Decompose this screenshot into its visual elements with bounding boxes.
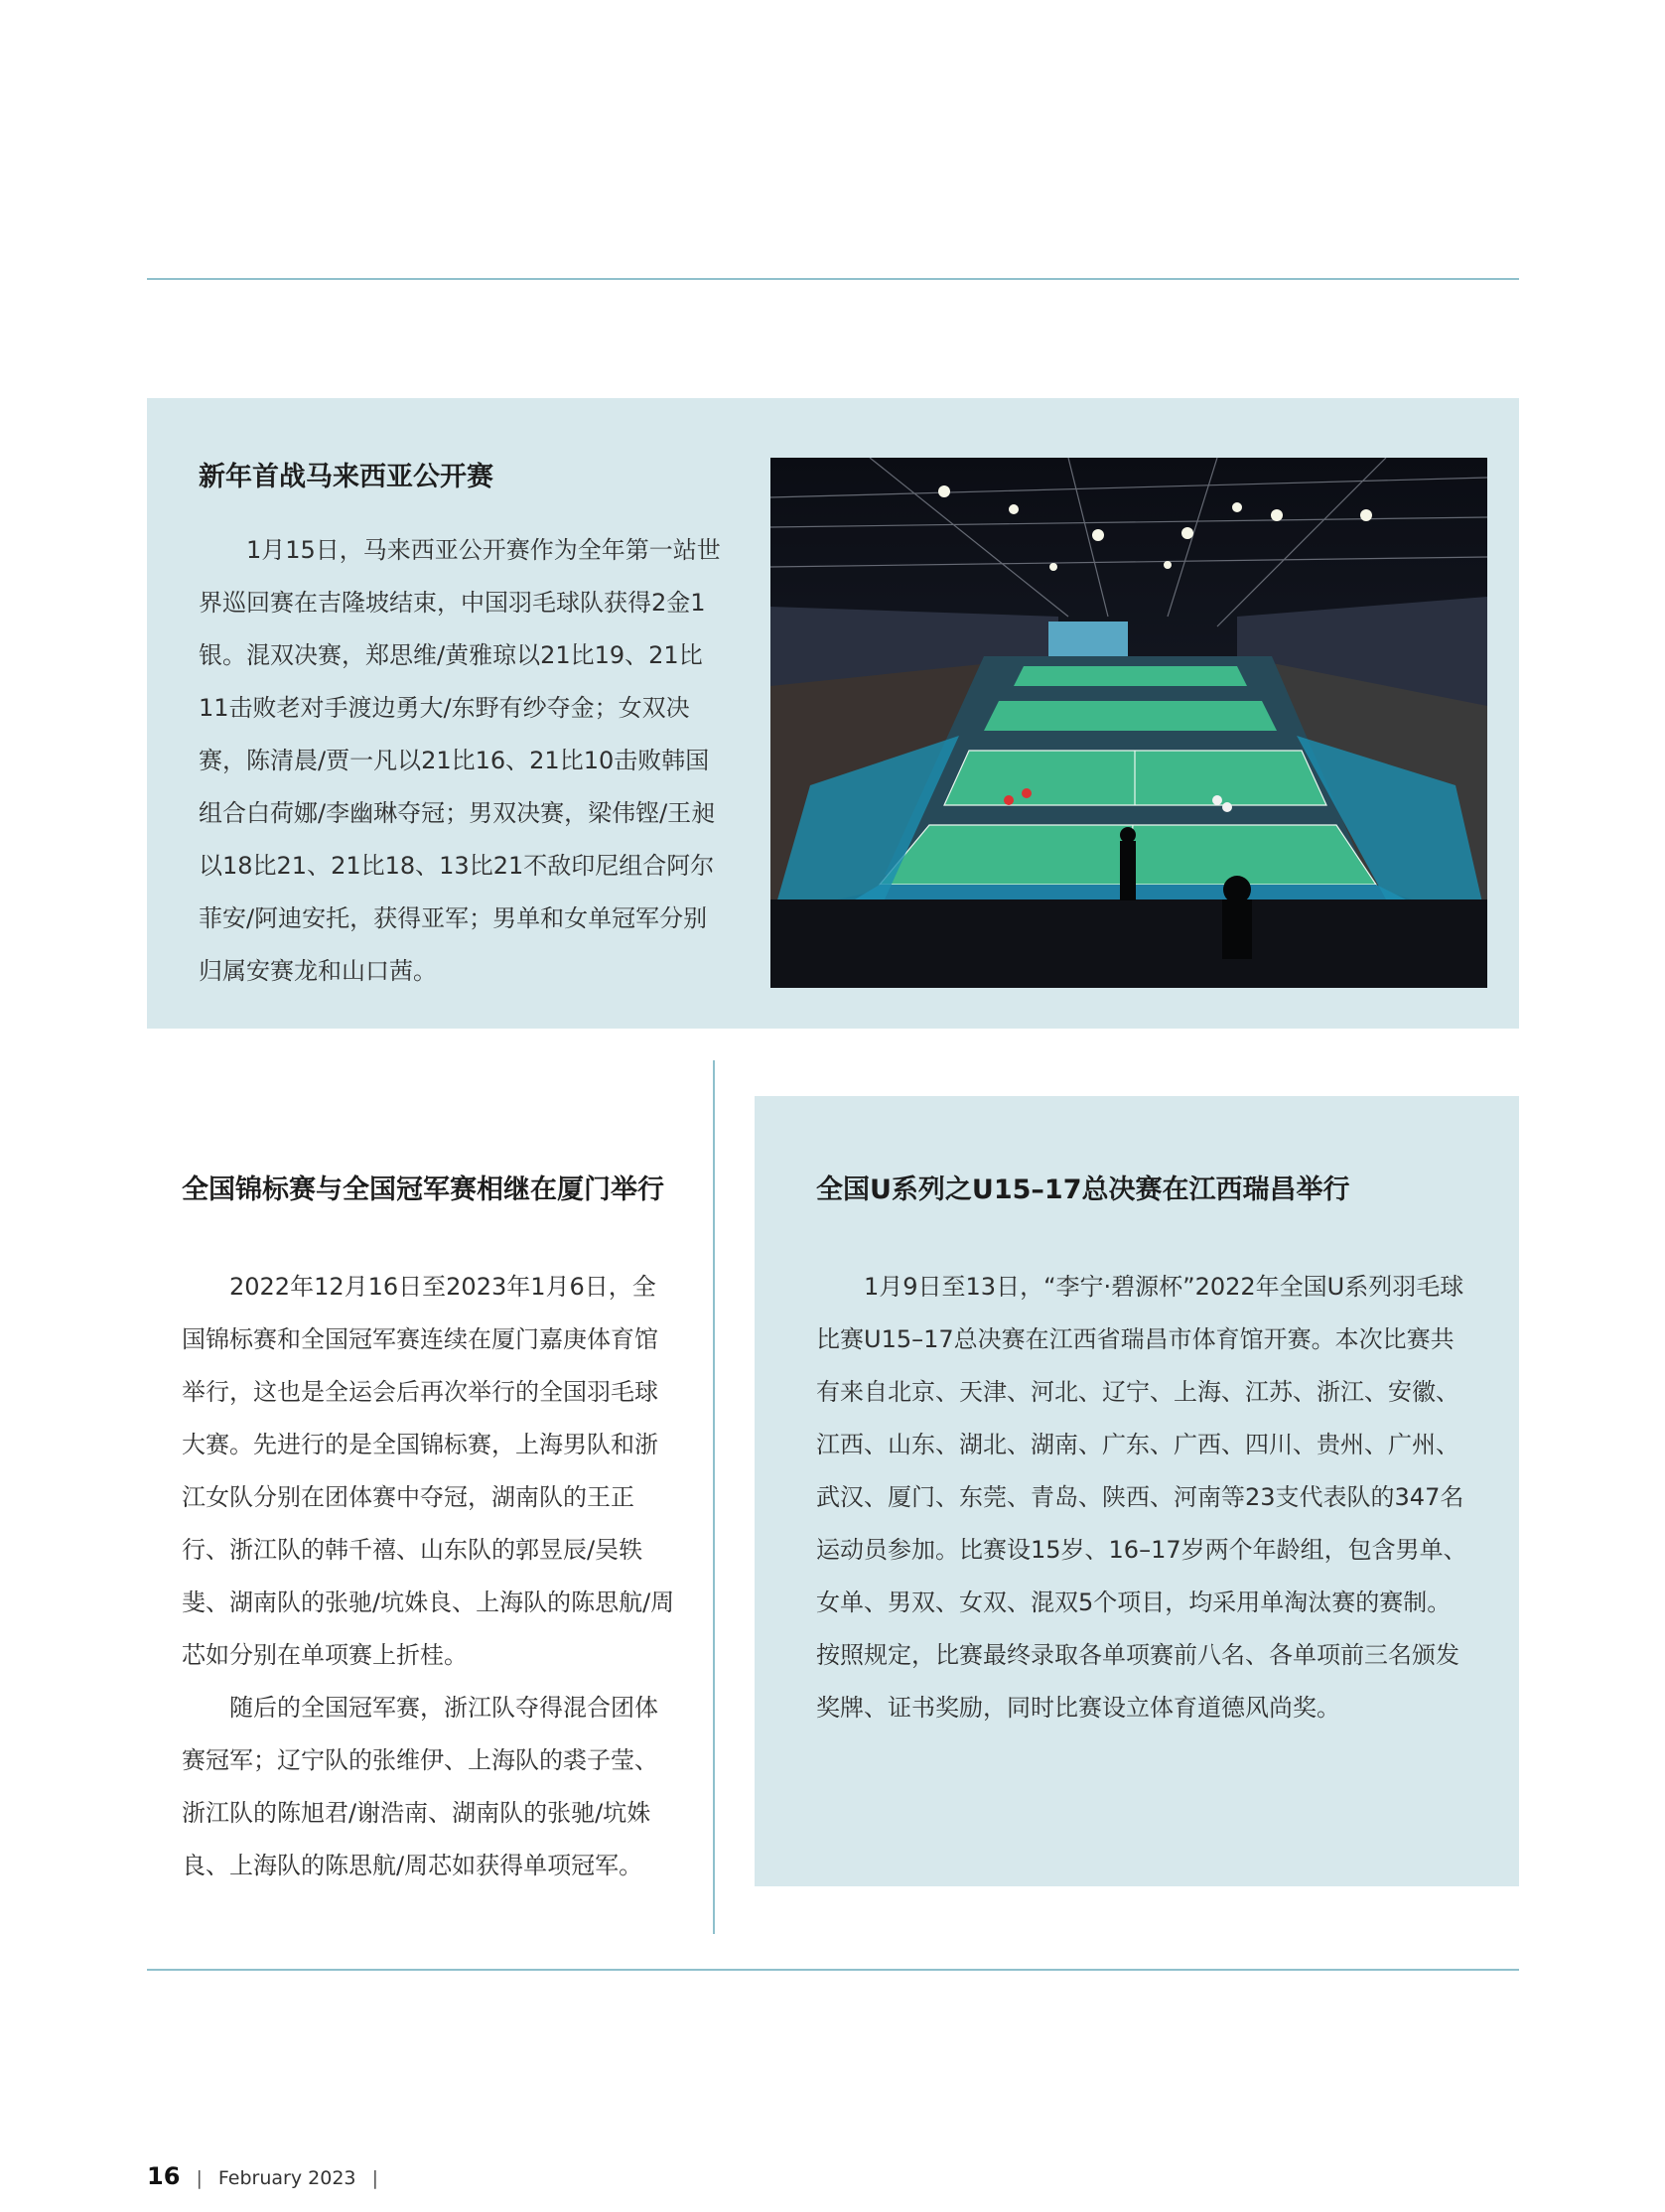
article-title-u-series: 全国U系列之U15–17总决赛在江西瑞昌举行 <box>816 1175 1350 1205</box>
top-rule <box>147 278 1519 280</box>
article-body-malaysia <box>199 524 725 998</box>
paragraph: 2022年12月16日至2023年1月6日，全国锦标赛和全国冠军赛连续在厦门嘉庚体育馆举行，这也是全运会后再次举行的全国羽毛球大赛。先进行的是全国锦标赛，上海男队和浙江女队分别在团体赛中夺冠，湖南队的王正行、浙江队的韩千禧、山东队的郭昱辰/吴轶斐、湖南队的张驰/坑姝良、上海队的陈思航/周芯如分别在单项赛上折桂。 <box>182 1273 675 1669</box>
paragraph: 1月9日至13日，“李宁·碧源杯”2022年全国U系列羽毛球比赛U15–17总决赛在江西省瑞昌市体育馆开赛。本次比赛共有来自北京、天津、河北、辽宁、上海、江苏、浙江、安徽、江西、山东、湖北、湖南、广东、广西、四川、贵州、广州、武汉、厦门、东莞、青岛、陕西、河南等23支代表队的347名运动员参加。比赛设15岁、16–17岁两个年龄组，包含男单、女单、男双、女双、混双5个项目，均采用单淘汰赛的赛制。按照规定，比赛最终录取各单项赛前八名、各单项前三名颁发奖牌、证书奖励，同时比赛设立体育道德风尚奖。 <box>816 1273 1467 1722</box>
page-number: 16 <box>147 2162 181 2190</box>
paragraph: 随后的全国冠军赛，浙江队夺得混合团体赛冠军；辽宁队的张维伊、上海队的裘子莹、浙江队的陈旭君/谢浩南、湖南队的张驰/坑姝良、上海队的陈思航/周芯如获得单项冠军。 <box>182 1694 658 1879</box>
article-title-malaysia: 新年首战马来西亚公开赛 <box>199 462 493 492</box>
footer-separator: | <box>371 2167 378 2189</box>
paragraph: 1月15日，马来西亚公开赛作为全年第一站世界巡回赛在吉隆坡结束，中国羽毛球队获得2金1银。混双决赛，郑思维/黄雅琼以21比19、21比11击败老对手渡边勇大/东野有纱夺金；女双决赛，陈清晨/贾一凡以21比16、21比10击败韩国组合白荷娜/李幽琳夺冠；男双决赛，梁伟铿/王昶以18比21、21比18、13比21不敌印尼组合阿尔菲安/阿迪安托，获得亚军；男单和女单冠军分别归属安赛龙和山口茜。 <box>199 536 721 985</box>
column-divider <box>713 1060 715 1934</box>
footer-month: February <box>217 2167 303 2189</box>
page-footer <box>147 2162 388 2190</box>
article-title-national-championships: 全国锦标赛与全国冠军赛相继在厦门举行 <box>182 1175 664 1205</box>
footer-year: 2023 <box>308 2167 356 2189</box>
article-body-national-championships <box>182 1261 678 1892</box>
bottom-rule <box>147 1969 1519 1971</box>
article-body-u-series <box>816 1261 1471 1734</box>
footer-separator: | <box>196 2167 203 2189</box>
badminton-arena-photo <box>770 458 1487 988</box>
